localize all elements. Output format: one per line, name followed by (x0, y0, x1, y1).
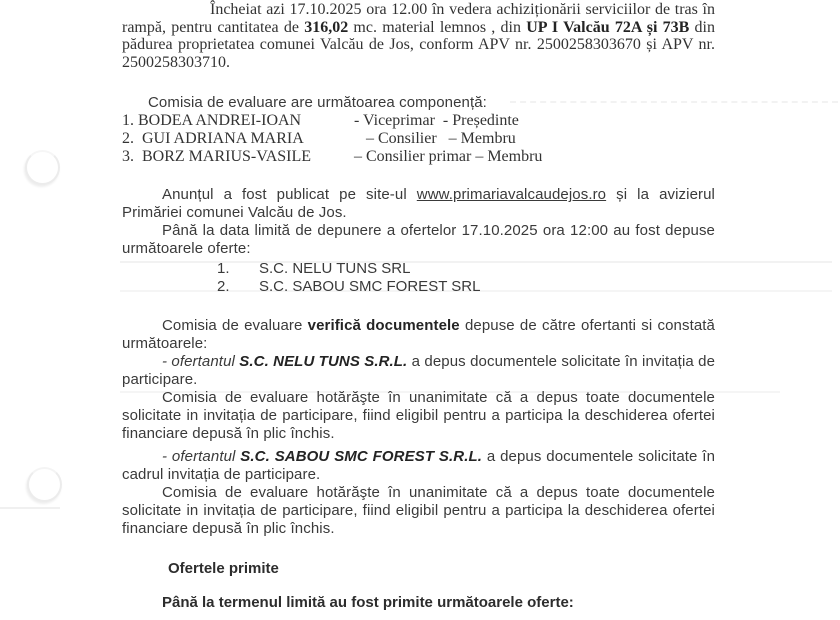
committee-member-row (122, 148, 715, 166)
offers-received-heading: Ofertele primite (168, 560, 279, 578)
announcement-text-1: Anunțul a fost publicat pe site-ul (162, 186, 417, 204)
offer2-company: S.C. SABOU SMC FOREST S.R.L. (240, 448, 483, 466)
offer1-lead: - ofertantul (162, 353, 240, 371)
member-role: - Viceprimar - Președinte (354, 112, 519, 130)
committee-member-row (122, 112, 715, 130)
decision-paragraph-1: Comisia de evaluare hotărăşte în unanimitate că a depus toate documentele solicitate in invitația de participare, fiind eligibil pentru a participa la deschiderea ofertei financiare depusă în plic închis. (122, 389, 715, 443)
punch-hole-bottom (27, 467, 62, 502)
intro-paragraph (122, 1, 715, 71)
submission-deadline-paragraph: Până la data limită de depunere a ofertelor 17.10.2025 ora 12:00 au fost depuse următoarele oferte: (122, 222, 715, 258)
offer2-lead: - ofertantul (162, 448, 241, 466)
member-name: 3. BORZ MARIUS-VASILE (122, 148, 312, 166)
committee-member-row (122, 130, 715, 148)
punch-hole-top (25, 150, 60, 185)
document-body (122, 1, 715, 612)
offer-company: S.C. NELU TUNS SRL (259, 260, 411, 278)
offer-company: S.C. SABOU SMC FOREST SRL (259, 278, 481, 296)
verification-bold: verifică documentele (307, 317, 460, 335)
offer-number: 2. (217, 278, 230, 296)
offer-list-item (122, 278, 715, 296)
offer-number: 1. (217, 260, 230, 278)
quantity-value: 316,02 (304, 18, 349, 36)
website-url: www.primariavalcaudejos.ro (416, 186, 607, 204)
verification-paragraph (122, 317, 715, 353)
final-deadline-line: Până la termenul limită au fost primite următoarele oferte: (162, 594, 574, 612)
member-name: 2. GUI ADRIANA MARIA (122, 130, 304, 148)
offer1-documents-paragraph (122, 353, 715, 389)
announcement-text-2: și la avizierul Primăriei comunei Valcău de Jos. (122, 186, 715, 222)
offer2-rest: a depus documentele solicitate în cadrul invitația de participare. (122, 448, 716, 484)
submitted-offers-list (122, 260, 715, 296)
decision-paragraph-2: Comisia de evaluare hotărăşte în unanimitate că a depus toate documentele solicitate in invitația de participare, fiind eligibil pentru a participa la deschiderea ofertei financiare depusă în plic închis. (122, 484, 715, 538)
offer1-company: S.C. NELU TUNS S.R.L. (239, 353, 408, 371)
scan-artifact-line (0, 507, 60, 509)
offer-list-item (122, 260, 715, 278)
verification-text-1: Comisia de evaluare (162, 317, 308, 335)
intro-text-3: din pădurea proprietatea comunei Valcău de Jos, conform APV nr. 2500258303670 și APV nr. 2500258303710. (122, 18, 716, 71)
forest-unit-value: UP I Valcău 72A și 73B (526, 18, 690, 36)
member-name: 1. BODEA ANDREI-IOAN (122, 112, 302, 130)
member-role: – Consilier primar – Membru (354, 148, 543, 166)
offer1-rest: a depus documentele solicitate în invitația de participare. (122, 353, 716, 389)
announcement-paragraph (122, 186, 715, 222)
member-role: – Consilier – Membru (354, 130, 516, 148)
offer2-documents-paragraph (122, 448, 715, 484)
intro-text-2: mc. material lemnos , din (348, 18, 527, 36)
intro-text-1: Încheiat azi 17.10.2025 ora 12.00 în vedera achiziționării serviciilor de tras în rampă, pentru cantitatea de (122, 1, 715, 36)
verification-text-2: depuse de către ofertanti si constată următoarele: (122, 317, 715, 353)
committee-heading: Comisia de evaluare are următoarea componență: (148, 94, 487, 112)
